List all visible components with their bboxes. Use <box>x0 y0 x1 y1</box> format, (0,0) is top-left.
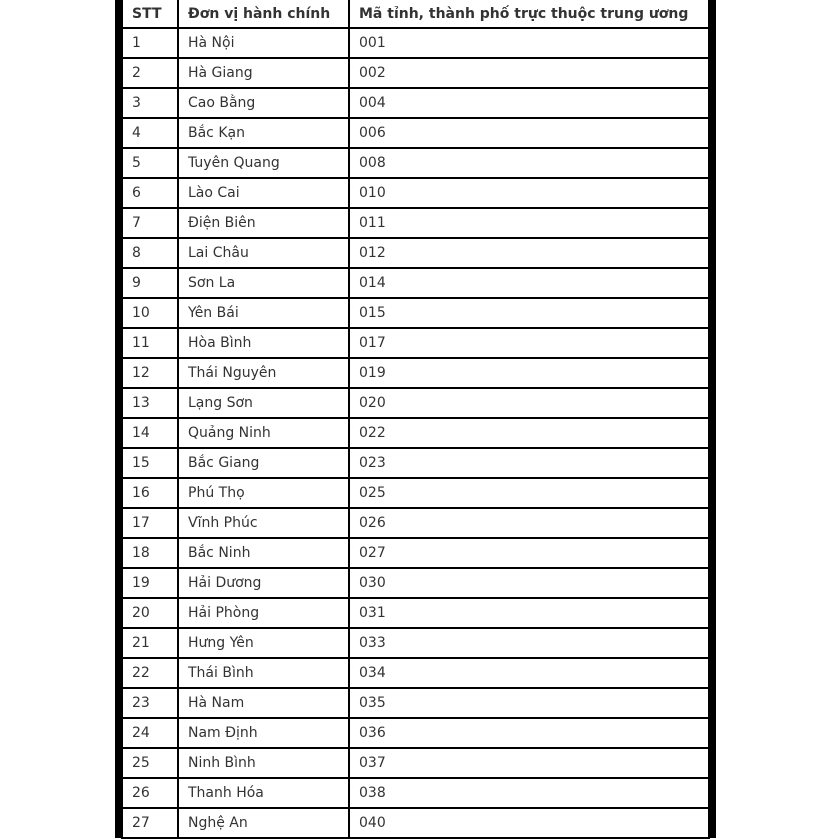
unit-name: Hưng Yên <box>178 628 349 658</box>
table-row <box>122 538 709 568</box>
row-number: 2 <box>122 58 178 88</box>
province-code: 030 <box>349 568 709 598</box>
table-row <box>122 448 709 478</box>
table-row <box>122 418 709 448</box>
table-row <box>122 358 709 388</box>
province-code: 001 <box>349 28 709 58</box>
province-code: 035 <box>349 688 709 718</box>
unit-name: Bắc Kạn <box>178 118 349 148</box>
table-row <box>122 598 709 628</box>
table-header-row <box>122 0 709 28</box>
province-code: 026 <box>349 508 709 538</box>
header-unit: Đơn vị hành chính <box>178 0 349 28</box>
table-row <box>122 58 709 88</box>
row-number: 26 <box>122 778 178 808</box>
row-number: 14 <box>122 418 178 448</box>
unit-name: Cao Bằng <box>178 88 349 118</box>
table-row <box>122 178 709 208</box>
province-code: 025 <box>349 478 709 508</box>
header-stt: STT <box>122 0 178 28</box>
row-number: 27 <box>122 808 178 838</box>
unit-name: Hải Dương <box>178 568 349 598</box>
table-row <box>122 88 709 118</box>
province-code: 017 <box>349 328 709 358</box>
unit-name: Hòa Bình <box>178 328 349 358</box>
province-code-table <box>121 0 710 839</box>
unit-name: Tuyên Quang <box>178 148 349 178</box>
unit-name: Yên Bái <box>178 298 349 328</box>
province-code: 020 <box>349 388 709 418</box>
unit-name: Hải Phòng <box>178 598 349 628</box>
province-code: 011 <box>349 208 709 238</box>
header-code: Mã tỉnh, thành phố trực thuộc trung ương <box>349 0 709 28</box>
province-code: 038 <box>349 778 709 808</box>
row-number: 7 <box>122 208 178 238</box>
unit-name: Hà Nội <box>178 28 349 58</box>
province-code: 008 <box>349 148 709 178</box>
table-row <box>122 238 709 268</box>
province-code: 014 <box>349 268 709 298</box>
unit-name: Vĩnh Phúc <box>178 508 349 538</box>
row-number: 3 <box>122 88 178 118</box>
province-code: 027 <box>349 538 709 568</box>
table-row <box>122 628 709 658</box>
row-number: 17 <box>122 508 178 538</box>
province-code: 040 <box>349 808 709 838</box>
unit-name: Phú Thọ <box>178 478 349 508</box>
province-code: 022 <box>349 418 709 448</box>
row-number: 10 <box>122 298 178 328</box>
row-number: 19 <box>122 568 178 598</box>
table-row <box>122 748 709 778</box>
unit-name: Quảng Ninh <box>178 418 349 448</box>
table-row <box>122 478 709 508</box>
row-number: 21 <box>122 628 178 658</box>
province-code: 002 <box>349 58 709 88</box>
row-number: 25 <box>122 748 178 778</box>
row-number: 24 <box>122 718 178 748</box>
province-code: 031 <box>349 598 709 628</box>
table-row <box>122 508 709 538</box>
row-number: 9 <box>122 268 178 298</box>
table-row <box>122 148 709 178</box>
province-code: 015 <box>349 298 709 328</box>
row-number: 6 <box>122 178 178 208</box>
row-number: 8 <box>122 238 178 268</box>
table-row <box>122 658 709 688</box>
unit-name: Hà Nam <box>178 688 349 718</box>
row-number: 4 <box>122 118 178 148</box>
unit-name: Thái Nguyên <box>178 358 349 388</box>
unit-name: Sơn La <box>178 268 349 298</box>
row-number: 11 <box>122 328 178 358</box>
province-code: 034 <box>349 658 709 688</box>
row-number: 5 <box>122 148 178 178</box>
province-code: 012 <box>349 238 709 268</box>
table-body <box>122 28 709 838</box>
province-code: 006 <box>349 118 709 148</box>
row-number: 18 <box>122 538 178 568</box>
province-code: 023 <box>349 448 709 478</box>
row-number: 13 <box>122 388 178 418</box>
table-row <box>122 688 709 718</box>
table-row <box>122 208 709 238</box>
unit-name: Nam Định <box>178 718 349 748</box>
unit-name: Bắc Ninh <box>178 538 349 568</box>
table-row <box>122 388 709 418</box>
row-number: 15 <box>122 448 178 478</box>
table-row <box>122 718 709 748</box>
unit-name: Bắc Giang <box>178 448 349 478</box>
row-number: 20 <box>122 598 178 628</box>
unit-name: Lai Châu <box>178 238 349 268</box>
province-code: 004 <box>349 88 709 118</box>
unit-name: Lạng Sơn <box>178 388 349 418</box>
table-row <box>122 118 709 148</box>
row-number: 23 <box>122 688 178 718</box>
table-row <box>122 568 709 598</box>
unit-name: Điện Biên <box>178 208 349 238</box>
province-code: 037 <box>349 748 709 778</box>
unit-name: Ninh Bình <box>178 748 349 778</box>
row-number: 22 <box>122 658 178 688</box>
table-row <box>122 298 709 328</box>
unit-name: Hà Giang <box>178 58 349 88</box>
table-row <box>122 28 709 58</box>
row-number: 12 <box>122 358 178 388</box>
table-row <box>122 268 709 298</box>
province-code: 019 <box>349 358 709 388</box>
table-row <box>122 808 709 838</box>
table-row <box>122 328 709 358</box>
table-row <box>122 778 709 808</box>
unit-name: Thanh Hóa <box>178 778 349 808</box>
unit-name: Thái Bình <box>178 658 349 688</box>
unit-name: Nghệ An <box>178 808 349 838</box>
province-code: 010 <box>349 178 709 208</box>
row-number: 1 <box>122 28 178 58</box>
province-code: 036 <box>349 718 709 748</box>
province-code: 033 <box>349 628 709 658</box>
unit-name: Lào Cai <box>178 178 349 208</box>
row-number: 16 <box>122 478 178 508</box>
